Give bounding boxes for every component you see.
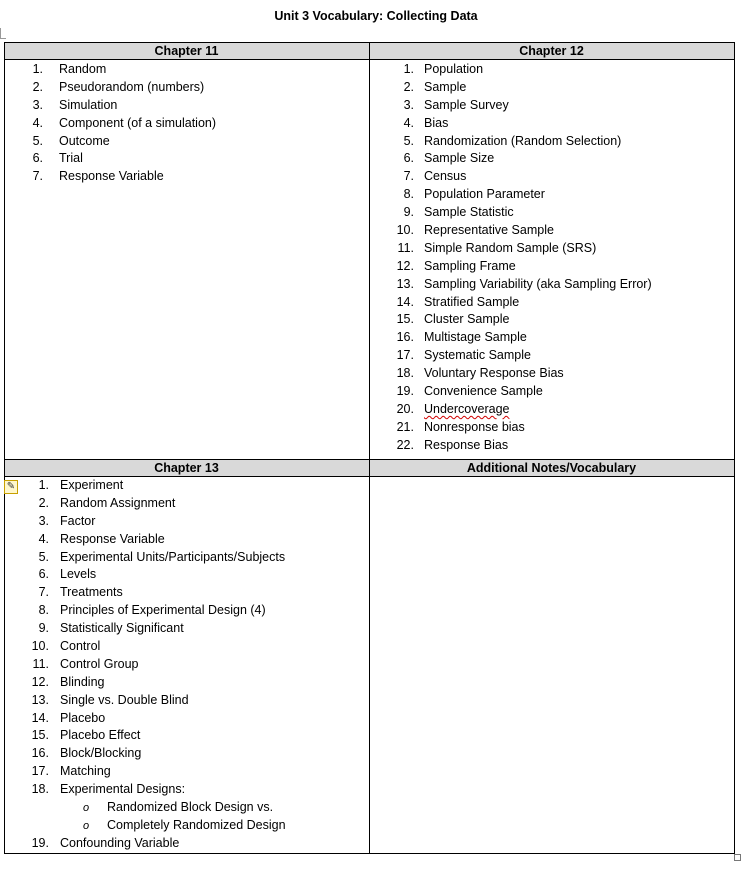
list-item xyxy=(5,495,368,513)
comment-anchor-icon[interactable]: ✎ xyxy=(4,480,18,494)
item-term: Completely Randomized Design xyxy=(107,817,286,832)
list-item xyxy=(5,150,368,168)
item-number: 17. xyxy=(31,764,49,779)
item-term: Experiment xyxy=(60,478,124,492)
item-term: Population Parameter xyxy=(424,187,545,202)
item-term: Outcome xyxy=(59,133,110,148)
list-item xyxy=(370,347,733,365)
chapter12-header: Chapter 12 xyxy=(369,43,734,59)
list-item xyxy=(5,477,368,495)
item-number: 1. xyxy=(32,62,43,76)
list-item xyxy=(370,61,733,79)
item-number: 10. xyxy=(396,223,414,238)
item-term: Cluster Sample xyxy=(424,312,510,327)
list-item xyxy=(370,97,733,115)
item-number: 4. xyxy=(403,115,414,130)
item-term: Matching xyxy=(60,764,111,779)
item-number: 16. xyxy=(31,746,49,761)
item-number: 7. xyxy=(403,169,414,184)
list-item xyxy=(370,311,733,329)
chapter11-header: Chapter 11 xyxy=(4,43,369,59)
item-number: 14. xyxy=(31,710,49,725)
item-term: Response Variable xyxy=(59,169,164,184)
item-term: Principles of Experimental Design (4) xyxy=(60,603,266,618)
item-term: Nonresponse bias xyxy=(424,419,525,434)
list-item xyxy=(5,584,368,602)
list-item xyxy=(370,419,733,437)
item-number: 19. xyxy=(31,835,49,850)
item-term: Pseudorandom (numbers) xyxy=(59,79,205,94)
list-item xyxy=(5,168,368,186)
item-number: 5. xyxy=(32,133,43,148)
item-term: Representative Sample xyxy=(424,223,554,238)
item-term: Single vs. Double Blind xyxy=(60,692,189,707)
chapter12-list xyxy=(370,61,733,455)
chapter13-cell xyxy=(5,477,368,853)
item-term: Component (of a simulation) xyxy=(59,115,217,130)
item-number: 1. xyxy=(403,62,414,76)
item-number: 16. xyxy=(396,330,414,345)
item-number: 2. xyxy=(38,495,49,510)
list-item xyxy=(5,602,368,620)
item-number: 15. xyxy=(31,728,49,743)
item-number: 12. xyxy=(396,258,414,273)
list-item xyxy=(5,531,368,549)
item-term: Placebo Effect xyxy=(60,728,141,743)
item-term: Simulation xyxy=(59,97,118,112)
item-term: Randomized Block Design vs. xyxy=(107,800,274,815)
list-item xyxy=(370,401,733,419)
item-term: Simple Random Sample (SRS) xyxy=(424,240,597,255)
item-number: 20. xyxy=(396,401,414,416)
item-number: 5. xyxy=(403,133,414,148)
item-number: 9. xyxy=(403,205,414,220)
list-item xyxy=(5,620,368,638)
item-term: Response Variable xyxy=(60,531,165,546)
item-number: 18. xyxy=(396,366,414,381)
item-term: Blinding xyxy=(60,674,105,689)
list-item xyxy=(5,61,368,79)
page-title: Unit 3 Vocabulary: Collecting Data xyxy=(274,9,478,23)
list-item xyxy=(5,656,368,674)
item-term: Convenience Sample xyxy=(424,384,543,399)
item-term: Control xyxy=(60,639,101,654)
list-item xyxy=(370,186,733,204)
item-term: Randomization (Random Selection) xyxy=(424,133,622,148)
item-term: Bias xyxy=(424,115,449,130)
notes-cell[interactable] xyxy=(370,477,733,853)
item-term: Sample Size xyxy=(424,151,495,166)
item-number: 3. xyxy=(32,97,43,112)
item-term: Experimental Designs: xyxy=(60,782,186,797)
item-term: Population xyxy=(424,62,484,76)
item-term: Random xyxy=(59,62,107,76)
list-item xyxy=(5,97,368,115)
list-item xyxy=(5,710,368,728)
item-term: Sample Survey xyxy=(424,97,509,112)
item-number: 15. xyxy=(396,312,414,327)
table-border-right xyxy=(734,42,735,854)
item-number: 22. xyxy=(396,437,414,452)
item-number: 11. xyxy=(32,656,49,671)
item-term: Stratified Sample xyxy=(424,294,520,309)
item-term: Block/Blocking xyxy=(60,746,142,761)
item-term: Levels xyxy=(60,567,97,582)
item-term: Multistage Sample xyxy=(424,330,527,345)
list-item xyxy=(370,258,733,276)
list-item xyxy=(370,204,733,222)
item-term: Random Assignment xyxy=(60,495,176,510)
item-number: 8. xyxy=(38,603,49,618)
list-item xyxy=(5,79,368,97)
item-term: Sample Statistic xyxy=(424,205,514,220)
list-item xyxy=(5,674,368,692)
chapter13-list xyxy=(5,477,368,853)
item-term: Control Group xyxy=(60,656,139,671)
item-term: Treatments xyxy=(60,585,123,600)
item-term: Sample xyxy=(424,79,467,94)
item-number: 7. xyxy=(32,169,43,184)
item-number: 18. xyxy=(31,782,49,797)
item-term: Confounding Variable xyxy=(60,835,180,850)
item-term: Systematic Sample xyxy=(424,348,531,363)
list-item xyxy=(5,115,368,133)
sub-list-item xyxy=(5,817,368,835)
item-number: 3. xyxy=(403,97,414,112)
list-item xyxy=(5,566,368,584)
list-item xyxy=(5,781,368,799)
item-number: 9. xyxy=(38,621,49,636)
chapter13-header: Chapter 13 xyxy=(4,460,369,476)
item-number: 1. xyxy=(38,478,49,492)
list-item xyxy=(370,115,733,133)
list-item xyxy=(5,763,368,781)
item-term: Census xyxy=(424,169,467,184)
item-term: Trial xyxy=(59,151,83,166)
list-item xyxy=(370,276,733,294)
item-term: Undercoverage xyxy=(424,401,510,416)
item-number: 7. xyxy=(38,585,49,600)
chapter12-cell xyxy=(370,61,733,455)
notes-header: Additional Notes/Vocabulary xyxy=(369,460,734,476)
item-term: Placebo xyxy=(60,710,106,725)
list-item xyxy=(5,835,368,853)
item-number: 6. xyxy=(403,151,414,166)
list-item xyxy=(5,513,368,531)
item-number: 3. xyxy=(38,513,49,528)
item-number: 2. xyxy=(403,79,414,94)
list-item xyxy=(370,133,733,151)
circle-bullet-icon: o xyxy=(83,802,90,815)
chapter11-list xyxy=(5,61,368,186)
item-number: 14. xyxy=(396,294,414,309)
table-end-marker xyxy=(734,854,741,861)
item-number: 13. xyxy=(396,276,414,291)
item-number: 6. xyxy=(38,567,49,582)
item-number: 4. xyxy=(32,115,43,130)
item-number: 21. xyxy=(396,419,414,434)
list-item xyxy=(370,222,733,240)
chapter11-cell xyxy=(5,61,368,186)
item-number: 13. xyxy=(31,692,49,707)
list-item xyxy=(370,168,733,186)
item-term: Factor xyxy=(60,513,96,528)
list-item xyxy=(370,383,733,401)
item-term: Sampling Variability (aka Sampling Error) xyxy=(424,276,652,291)
item-term: Statistically Significant xyxy=(60,621,184,636)
item-number: 17. xyxy=(396,348,414,363)
item-number: 4. xyxy=(38,531,49,546)
list-item xyxy=(5,745,368,763)
item-number: 8. xyxy=(403,187,414,202)
item-number: 11. xyxy=(397,240,414,255)
item-number: 19. xyxy=(396,384,414,399)
circle-bullet-icon: o xyxy=(83,819,90,832)
list-item xyxy=(370,329,733,347)
list-item xyxy=(5,692,368,710)
item-number: 10. xyxy=(31,639,49,654)
item-number: 5. xyxy=(38,549,49,564)
item-term: Response Bias xyxy=(424,437,509,452)
list-item xyxy=(370,294,733,312)
list-item xyxy=(370,240,733,258)
item-number: 6. xyxy=(32,151,43,166)
list-item xyxy=(5,133,368,151)
item-number: 12. xyxy=(31,674,49,689)
item-number: 2. xyxy=(32,79,43,94)
item-term: Experimental Units/Participants/Subjects xyxy=(60,549,286,564)
list-item xyxy=(370,365,733,383)
list-item xyxy=(370,150,733,168)
list-item xyxy=(5,727,368,745)
list-item xyxy=(5,638,368,656)
list-item xyxy=(370,79,733,97)
item-term: Voluntary Response Bias xyxy=(424,366,564,381)
margin-corner-mark xyxy=(0,28,6,39)
list-item xyxy=(5,549,368,567)
list-item xyxy=(370,437,733,455)
item-term: Sampling Frame xyxy=(424,258,516,273)
sub-list-item xyxy=(5,799,368,817)
